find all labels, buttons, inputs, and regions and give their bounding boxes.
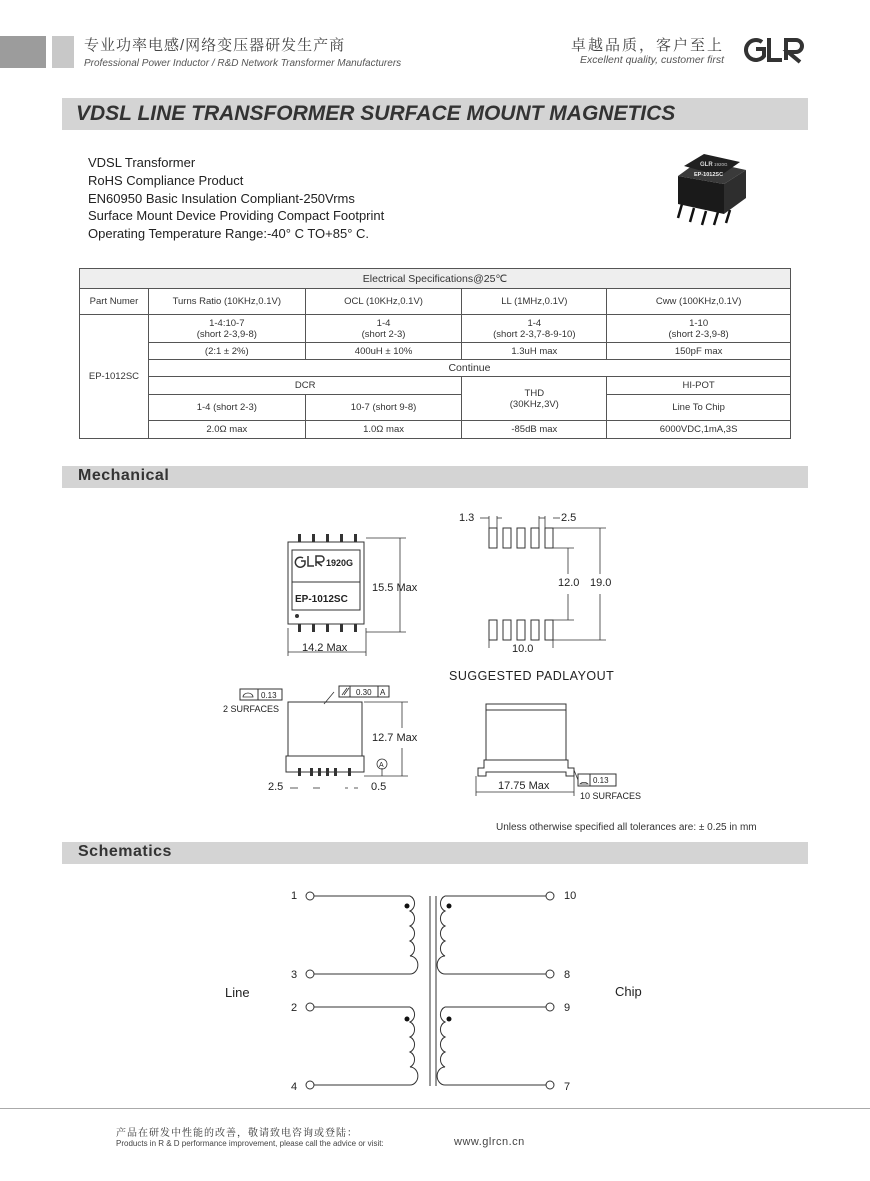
schematics-section-header xyxy=(62,842,808,864)
cell-line: THD xyxy=(524,387,545,399)
pin-8: 8 xyxy=(564,969,571,981)
datum-label: A xyxy=(379,762,384,769)
chip-side-label: Chip xyxy=(615,984,642,999)
top-view-drawing xyxy=(270,528,430,660)
photo-part: EP-1012SC xyxy=(694,172,724,178)
tolerance-note: Unless otherwise specified all tolerances are: ± 0.25 in mm xyxy=(496,822,757,833)
table-cell xyxy=(462,315,607,343)
feature-list xyxy=(88,154,384,243)
pad-inner-label: 12.0 xyxy=(558,577,580,589)
dcr-b-value: 1.0Ω max xyxy=(305,421,462,439)
col-header-turns: Turns Ratio (10KHz,0.1V) xyxy=(148,289,305,315)
pin-1: 1 xyxy=(291,890,298,902)
feature-item: EN60950 Basic Insulation Compliant-250Vrms xyxy=(88,190,355,206)
photo-code: 1920G xyxy=(714,162,728,167)
hipot-header: HI-POT xyxy=(607,377,791,395)
dcr-a-value: 2.0Ω max xyxy=(148,421,305,439)
end-flatness: 0.13 xyxy=(593,776,609,785)
header-en-title: Professional Power Inductor / R&D Network Transformer Manufacturers xyxy=(84,58,402,69)
glr-logo-icon xyxy=(295,556,324,567)
cell-line: (short 2-3,7-8-9-10) xyxy=(493,328,576,340)
footer-url-link[interactable]: www.glrcn.cn xyxy=(454,1136,525,1148)
schematics-title: Schematics xyxy=(78,843,172,860)
header-decor-block-light xyxy=(52,36,74,68)
pin-4: 4 xyxy=(291,1081,298,1093)
table-cell xyxy=(148,315,305,343)
end-surfaces: 10 SURFACES xyxy=(580,791,642,801)
side-surfaces: 2 SURFACES xyxy=(223,704,280,714)
cell-line: 1-4:10-7 xyxy=(209,317,245,329)
table-cell: 400uH ± 10% xyxy=(305,343,462,360)
photo-brand: GLR xyxy=(700,162,713,168)
header-en-slogan: Excellent quality, customer first xyxy=(580,54,724,66)
top-view-width: 14.2 Max xyxy=(302,642,348,654)
side-pitch: 2.5 xyxy=(268,781,284,793)
schematic-diagram xyxy=(280,880,580,1100)
table-cell: 1.3uH max xyxy=(462,343,607,360)
table-cell xyxy=(607,315,791,343)
dcr-a-label: 1-4 (short 2-3) xyxy=(148,395,305,421)
feature-item: VDSL Transformer xyxy=(88,155,196,170)
dcr-header: DCR xyxy=(148,377,462,395)
part-number: EP-1012SC xyxy=(80,315,149,439)
table-cell: (2:1 ± 2%) xyxy=(148,343,305,360)
top-view-code: 1920G xyxy=(326,558,354,568)
end-view-drawing xyxy=(470,698,630,802)
feature-item: Surface Mount Device Providing Compact Footprint xyxy=(88,208,385,224)
feature-item: Operating Temperature Range:-40° C TO+85° C. xyxy=(88,226,370,242)
feature-item: RoHS Compliance Product xyxy=(88,172,244,188)
pad-width-label: 1.3 xyxy=(459,512,475,524)
table-title: Electrical Specifications@25℃ xyxy=(80,269,791,289)
cell-line: (short 2-3,9-8) xyxy=(668,328,729,340)
table-cell xyxy=(305,315,462,343)
side-datum-ref: A xyxy=(380,688,386,697)
side-height: 12.7 Max xyxy=(372,732,418,744)
top-view-part: EP-1012SC xyxy=(295,594,348,605)
glr-logo-icon xyxy=(744,34,810,66)
cell-line: 1-4 xyxy=(376,317,391,329)
side-flatness: 0.13 xyxy=(261,691,277,700)
pin-2: 2 xyxy=(291,1002,298,1014)
cell-line: 1-4 xyxy=(527,317,542,329)
mechanical-section-header xyxy=(62,466,808,488)
hipot-cond: Line To Chip xyxy=(607,395,791,421)
page-title-banner xyxy=(62,98,808,130)
thd-value: -85dB max xyxy=(462,421,607,439)
cell-line: (short 2-3) xyxy=(361,328,406,340)
cell-line: (30KHz,3V) xyxy=(509,398,559,410)
col-header-ocl: OCL (10KHz,0.1V) xyxy=(305,289,462,315)
top-view-height: 15.5 Max xyxy=(372,582,418,594)
electrical-spec-table xyxy=(79,268,791,439)
thd-header xyxy=(462,377,607,421)
header-cn-title: 专业功率电感/网络变压器研发生产商 xyxy=(84,37,346,54)
pad-span-label: 10.0 xyxy=(512,643,534,655)
mechanical-title: Mechanical xyxy=(78,467,170,484)
col-header-cww: Cww (100KHz,0.1V) xyxy=(607,289,791,315)
pin-9: 9 xyxy=(564,1002,571,1014)
pin-7: 7 xyxy=(564,1081,571,1093)
header-cn-slogan: 卓越品质，客户至上 xyxy=(570,37,724,54)
side-parallel: 0.30 xyxy=(356,688,372,697)
end-width: 17.75 Max xyxy=(498,780,550,792)
pad-pitch-label: 2.5 xyxy=(561,512,577,524)
footer-divider xyxy=(0,1108,870,1109)
part-header: Part Numer xyxy=(80,289,149,315)
pin-10: 10 xyxy=(564,890,577,902)
line-side-label: Line xyxy=(225,985,250,1000)
hipot-value: 6000VDC,1mA,3S xyxy=(607,421,791,439)
dcr-b-label: 10-7 (short 9-8) xyxy=(305,395,462,421)
cell-line: (short 2-3,9-8) xyxy=(196,328,257,340)
cell-line: 1-10 xyxy=(689,317,709,329)
side-lead: 0.5 xyxy=(371,781,387,793)
table-cell: 150pF max xyxy=(607,343,791,360)
header-decor-block xyxy=(0,36,46,68)
pad-layout-title: SUGGESTED PADLAYOUT xyxy=(449,669,615,683)
pad-outer-label: 19.0 xyxy=(590,577,612,589)
footer-en-text: Products in R & D performance improvement, please call the advice or visit: xyxy=(116,1139,384,1148)
col-header-ll: LL (1MHz,0.1V) xyxy=(462,289,607,315)
product-photo xyxy=(664,146,764,226)
pin-3: 3 xyxy=(291,969,298,981)
continue-row: Continue xyxy=(148,360,790,377)
page-title: VDSL LINE TRANSFORMER SURFACE MOUNT MAGNETICS xyxy=(76,102,676,125)
footer-cn-text: 产品在研发中性能的改善，敬请致电咨询或登陆： xyxy=(116,1128,358,1139)
